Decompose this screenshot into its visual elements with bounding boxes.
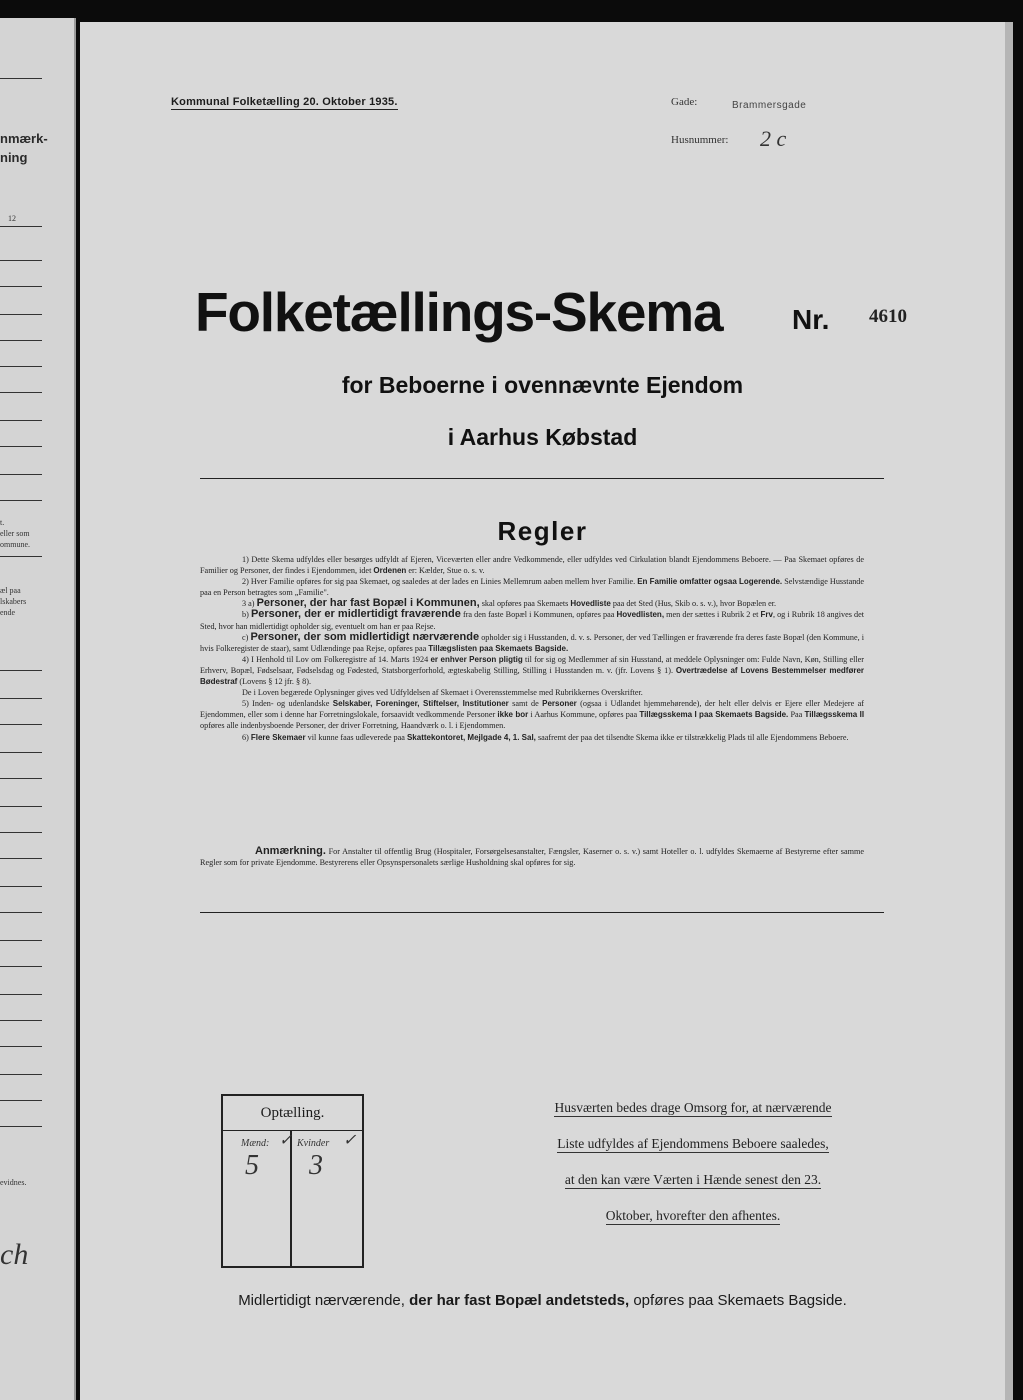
rule-text: (Lovens § 12 jfr. § 8). — [239, 677, 312, 687]
left-page-rule — [0, 670, 42, 671]
rule-emphasis: Ordenen — [373, 566, 407, 576]
landlord-note-line — [523, 1136, 863, 1152]
kvinder-check: ✓ — [343, 1132, 357, 1149]
census-form-page — [80, 22, 1005, 1400]
rule-emphasis: Hovedliste — [570, 599, 611, 609]
rule-4-note — [200, 687, 864, 698]
rules-heading: Regler — [497, 516, 588, 546]
left-page-fragment: t. — [0, 518, 5, 527]
rule-4 — [200, 654, 864, 687]
rule-heading: Personer, der har fast Bopæl i Kommunen, — [256, 597, 480, 610]
rule-emphasis: Tillægslisten paa Skemaets Bagside. — [428, 643, 569, 653]
left-page-fragment: evidnes. — [0, 1178, 27, 1187]
rule-text: De i Loven begærede Oplysninger gives ved Udfyldelsen af Skemaet i Overensstemmelse med Rubrikkernes Overskrifter. — [242, 688, 643, 698]
left-page-rule — [0, 314, 42, 315]
rule-text: paa det Sted (Hus, Skib o. s. v.), hvor Bopælen er. — [612, 599, 777, 609]
census-line: Kommunal Folketælling 20. Oktober 1935. — [171, 96, 398, 108]
rule-emphasis: Tillægsskema II — [804, 710, 865, 720]
rule-text: skal opføres paa Skemaets — [481, 599, 569, 609]
left-page-rule — [0, 1100, 42, 1101]
left-page-rule — [0, 886, 42, 887]
kvinder-count: 3 — [309, 1150, 323, 1181]
form-number-label: Nr. — [792, 304, 830, 335]
rule-heading: Personer, der som midlertidigt nærværende — [250, 630, 480, 643]
left-page-fragment: lskabers — [0, 597, 27, 606]
left-page-rule — [0, 78, 42, 79]
rule-text: opføres alle indenbysboende Personer, der driver Forretning, Haandværk o. l. i Ejendommen. — [200, 721, 506, 731]
rule-text: 6) — [242, 732, 249, 742]
husnummer-value: 2 c — [760, 126, 787, 151]
left-page-fragment: nmærk- — [0, 131, 48, 146]
anmaerkning-text: For Anstalter til offentlig Brug (Hospitaler, Forsørgelsesanstalter, Fængsler, Kaserner o. s. v.) samt Hoteller o. l. udfyldes Skemaerne af Bestyrerne efter samme Regler som for private Ejendomme. Bestyrerens eller Opsynspersonalets særlige Husholdning skal opføres for sig. — [200, 847, 865, 868]
left-page-fragment: æl paa — [0, 586, 21, 595]
left-page-rule — [0, 912, 42, 913]
husnummer-label: Husnummer: — [671, 134, 729, 146]
left-page-rule — [0, 940, 42, 941]
left-page-rule — [0, 724, 42, 725]
left-page-rule — [0, 698, 42, 699]
left-facing-page — [0, 18, 76, 1400]
landlord-note-line — [523, 1172, 863, 1188]
rule-text: c) — [242, 632, 249, 642]
rule-emphasis: Tillægsskema I paa Skemaets Bagside. — [639, 710, 789, 720]
left-page-rule — [0, 752, 42, 753]
left-page-rule — [0, 1046, 42, 1047]
census-header — [171, 96, 398, 108]
rule-emphasis: Frv — [760, 610, 773, 620]
left-page-rule — [0, 1126, 42, 1127]
rule-text: 3 a) — [242, 599, 255, 609]
rule-text: til for sig og Medlemmer af sin Husstand, at meddele Oplysninger om: Fulde Navn, Køn, Stilling eller Erhverv, Bopæl, Fødselsaar, Fødselsdag og Fødested, Statsborgerforhold, ægteskabelig Stilling, Stilling i Husstanden m. v. (jfr. Lovens § 1). — [200, 654, 865, 675]
left-page-fragment: eller som — [0, 529, 30, 538]
footer-text: Midlertidigt nærværende, — [238, 1292, 405, 1309]
left-page-rule — [0, 420, 42, 421]
landlord-note-line — [523, 1100, 863, 1116]
left-page-fragment: ende — [0, 608, 16, 617]
rule-text: 1) Dette Skema udfyldes eller besørges udfyldt af Ejeren, Viceværten eller andre Vedkommende, eller udfyldes ved Cirkulation blandt Ejendommens Beboere. — Paa Skemaet opføres de Familier og Personer, der findes i Ejendommen, idet — [200, 555, 864, 576]
divider-rule — [200, 912, 884, 913]
left-page-rule — [0, 366, 42, 367]
maend-label: Mænd: — [241, 1138, 270, 1149]
form-municipality: i Aarhus Købstad — [447, 424, 638, 450]
rule-text: er: Kælder, Stue o. s. v. — [408, 566, 485, 576]
rule-text: b) — [242, 610, 249, 620]
footer-emphasis: der har fast Bopæl andetsteds, — [409, 1292, 630, 1309]
rule-3c — [200, 632, 864, 654]
page-edge — [1005, 22, 1013, 1400]
note-text: Liste udfyldes af Ejendommens Beboere saaledes, — [557, 1136, 829, 1151]
kvinder-label: Kvinder — [297, 1138, 330, 1149]
rule-emphasis: er enhver Person pligtig — [430, 654, 523, 664]
rule-text: , og i Rubrik 18 angives det Sted, hvor han midlertidigt opholder sig, eventuelt om han er paa Rejse. — [200, 610, 865, 631]
rules-body — [200, 554, 864, 743]
rule-emphasis: Selskaber, Foreninger, Stiftelser, Institutioner — [332, 699, 509, 709]
anmaerkning-label: Anmærkning. — [255, 845, 326, 857]
rule-5 — [200, 698, 864, 731]
maend-check: ✓ — [279, 1132, 293, 1149]
left-page-rule — [0, 806, 42, 807]
rule-text: saafremt der paa det tilsendte Skema ikke er tilstrækkelig Plads til alle Ejendommens Beboere. — [537, 732, 849, 742]
left-page-rule — [0, 446, 42, 447]
form-subtitle: for Beboerne i ovennævnte Ejendom — [341, 372, 744, 398]
rule-text: i Aarhus Kommune, opføres paa — [530, 710, 638, 720]
rule-emphasis: Overtrædelse af Lovens Bestemmelser medfører Bødestraf — [200, 665, 865, 687]
left-page-rule — [0, 286, 42, 287]
left-page-fragment: ommune. — [0, 540, 30, 549]
rule-heading: Personer, der er midlertidigt fraværende — [250, 608, 461, 621]
divider-rule — [200, 478, 884, 479]
rule-text: Paa — [790, 710, 803, 720]
rule-emphasis: Personer — [542, 699, 577, 709]
rule-text: Selvstændige Husstande paa en Person betragtes som „Familie". — [200, 577, 865, 598]
optaelling-box — [221, 1094, 364, 1268]
rule-2 — [200, 576, 864, 598]
footer-text: opføres paa Skemaets Bagside. — [633, 1292, 847, 1309]
footer-note — [80, 1292, 1005, 1309]
rule-text: 5) Inden- og udenlandske — [242, 699, 330, 709]
left-page-fragment: 12 — [8, 214, 16, 223]
left-page-rule — [0, 778, 42, 779]
optaelling-title: Optælling. — [223, 1096, 362, 1131]
left-page-rule — [0, 226, 42, 227]
rule-emphasis: En Familie omfatter ogsaa Logerende. — [637, 577, 783, 587]
left-page-rule — [0, 474, 42, 475]
left-page-rule — [0, 1020, 42, 1021]
note-text: Oktober, hvorefter den afhentes. — [605, 1208, 781, 1223]
rule-text: fra den faste Bopæl i Kommunen, opføres paa — [462, 610, 615, 620]
rule-text: opholder sig i Husstanden, d. v. s. Personer, der ved Tællingen er fraværende fra deres faste Bopæl (den Kommune, i hvis Folkeregister de staar), samt Udlændinge paa Rejse, opføres paa — [200, 632, 865, 653]
left-page-rule — [0, 340, 42, 341]
left-page-rule — [0, 556, 42, 557]
left-page-rule — [0, 1074, 42, 1075]
maend-count: 5 — [245, 1150, 259, 1181]
anmaerkning-note — [200, 846, 864, 868]
note-text: at den kan være Værten i Hænde senest den 23. — [564, 1172, 822, 1187]
rule-text: samt de — [512, 699, 539, 709]
rule-6 — [200, 732, 864, 743]
rule-text: vil kunne faas udleverede paa — [307, 732, 405, 742]
rule-3b — [200, 609, 864, 631]
rule-text: 4) I Henhold til Lov om Folkeregistre af 14. Marts 1924 — [242, 654, 429, 664]
left-page-rule — [0, 832, 42, 833]
rule-1 — [200, 554, 864, 576]
gade-label: Gade: — [671, 96, 698, 108]
landlord-note-line — [523, 1208, 863, 1224]
optaelling-divider — [290, 1130, 292, 1266]
rule-emphasis: Hovedlisten, — [616, 610, 665, 620]
note-text: Husværten bedes drage Omsorg for, at nærværende — [554, 1100, 832, 1115]
gade-value: Brammersgade — [732, 100, 807, 111]
left-page-rule — [0, 260, 42, 261]
left-page-rule — [0, 994, 42, 995]
rule-text: (ogsaa i Udlandet hjemmehørende), der helt eller delvis er Ejere eller Medejere af Ejendommen, eller som i denne har Forretningslokale, forsaavidt vedkommende Personer — [200, 699, 865, 720]
rule-text: men der sættes i Rubrik 2 et — [666, 610, 759, 620]
left-page-fragment: ning — [0, 150, 28, 165]
left-page-handwriting: ch — [0, 1238, 29, 1271]
rule-emphasis: ikke bor — [497, 710, 529, 720]
rule-emphasis: Skattekontoret, Mejlgade 4, 1. Sal, — [406, 732, 536, 742]
left-page-rule — [0, 392, 42, 393]
left-page-rule — [0, 966, 42, 967]
form-title: Folketællings-Skema — [195, 281, 723, 343]
left-page-rule — [0, 500, 42, 501]
rule-emphasis: Flere Skemaer — [250, 732, 306, 742]
rule-text: 2) Hver Familie opføres for sig paa Skemaet, og saaledes at der lades en Linies Mellemrum aaben mellem hver Familie. — [242, 577, 636, 587]
left-page-rule — [0, 858, 42, 859]
form-number-value: 4610 — [869, 306, 907, 327]
